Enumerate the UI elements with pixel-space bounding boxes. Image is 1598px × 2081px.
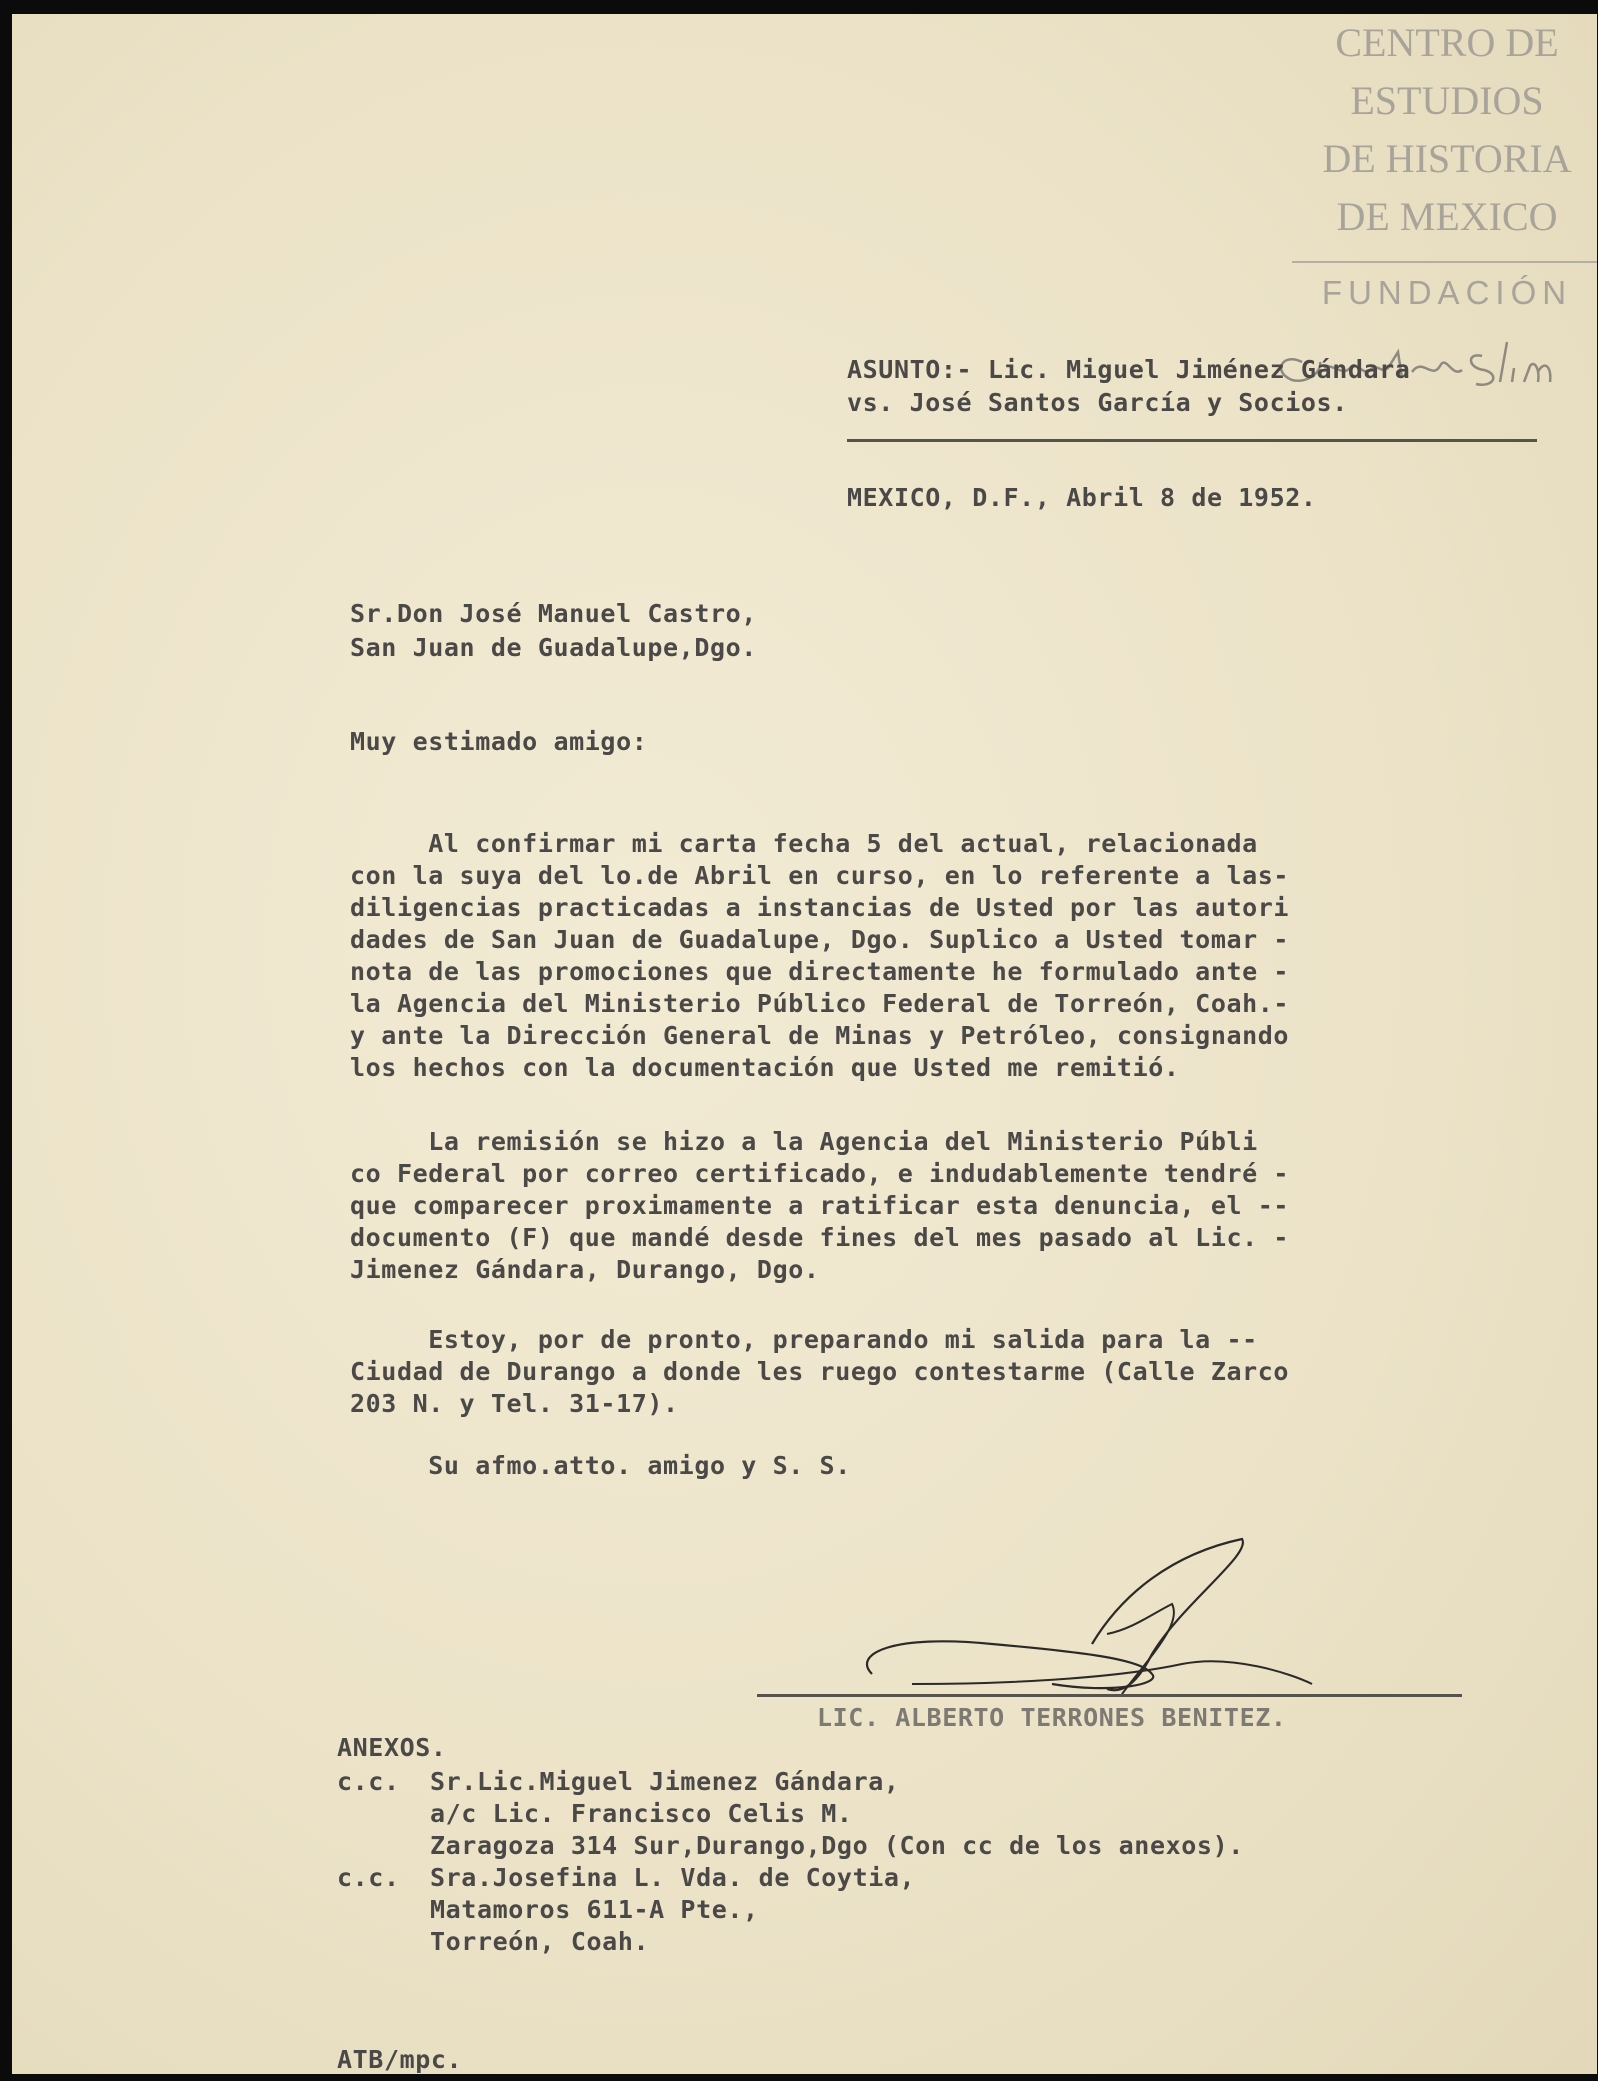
signature-line bbox=[757, 1694, 1462, 1697]
body-line: nota de las promociones que directamente he formulado ante - bbox=[350, 957, 1290, 986]
stamp-line-4: DE MEXICO bbox=[1336, 194, 1558, 239]
stamp-divider bbox=[1292, 261, 1597, 263]
stamp-foundation: FUNDACIÓN bbox=[1321, 274, 1573, 311]
annexes-heading: ANEXOS. bbox=[337, 1733, 447, 1762]
archive-stamp bbox=[1282, 14, 1597, 314]
body-line: con la suya del lo.de Abril en curso, en lo referente a las- bbox=[350, 861, 1290, 890]
salutation: Muy estimado amigo: bbox=[350, 727, 648, 756]
body-line: y ante la Dirección General de Minas y Petróleo, consignando bbox=[350, 1021, 1290, 1050]
dateline: MEXICO, D.F., Abril 8 de 1952. bbox=[847, 483, 1317, 512]
subject-line-1: ASUNTO:- Lic. Miguel Jiménez Gándara bbox=[847, 355, 1411, 384]
cc2-line: Sra.Josefina L. Vda. de Coytia, bbox=[430, 1863, 916, 1892]
addressee-line-2: San Juan de Guadalupe,Dgo. bbox=[350, 633, 757, 662]
signatory-name: LIC. ALBERTO TERRONES BENITEZ. bbox=[817, 1703, 1287, 1732]
signature-graphic bbox=[852, 1534, 1352, 1714]
body-line: dades de San Juan de Guadalupe, Dgo. Suplico a Usted tomar - bbox=[350, 925, 1290, 954]
addressee-line-1: Sr.Don José Manuel Castro, bbox=[350, 599, 757, 628]
body-line: Ciudad de Durango a donde les ruego contestarme (Calle Zarco bbox=[350, 1357, 1290, 1386]
body-line: diligencias practicadas a instancias de Usted por las autori bbox=[350, 893, 1290, 922]
cc1-line: a/c Lic. Francisco Celis M. bbox=[430, 1799, 853, 1828]
letter-page bbox=[12, 14, 1597, 2074]
cc1-line: Zaragoza 314 Sur,Durango,Dgo (Con cc de los anexos). bbox=[430, 1831, 1244, 1860]
body-line: que comparecer proximamente a ratificar esta denuncia, el -- bbox=[350, 1191, 1290, 1220]
cc-label-1: c.c. bbox=[337, 1767, 400, 1796]
cc-label-2: c.c. bbox=[337, 1863, 400, 1892]
body-line: los hechos con la documentación que Usted me remitió. bbox=[350, 1053, 1180, 1082]
stamp-line-2: ESTUDIOS bbox=[1350, 78, 1544, 123]
body-line: la Agencia del Ministerio Público Federal de Torreón, Coah.- bbox=[350, 989, 1290, 1018]
reference-initials: ATB/mpc. bbox=[337, 2045, 463, 2074]
body-line: La remisión se hizo a la Agencia del Ministerio Públi bbox=[350, 1127, 1258, 1156]
cc2-line: Torreón, Coah. bbox=[430, 1927, 650, 1956]
body-line: Jimenez Gándara, Durango, Dgo. bbox=[350, 1255, 820, 1284]
stamp-line-1: CENTRO DE bbox=[1335, 20, 1559, 65]
cc2-line: Matamoros 611-A Pte., bbox=[430, 1895, 759, 1924]
body-line: 203 N. y Tel. 31-17). bbox=[350, 1389, 679, 1418]
subject-underline bbox=[847, 439, 1537, 442]
closing: Su afmo.atto. amigo y S. S. bbox=[350, 1451, 851, 1480]
body-line: Estoy, por de pronto, preparando mi salida para la -- bbox=[350, 1325, 1258, 1354]
body-line: Al confirmar mi carta fecha 5 del actual, relacionada bbox=[350, 829, 1258, 858]
body-line: documento (F) que mandé desde fines del mes pasado al Lic. - bbox=[350, 1223, 1290, 1252]
subject-line-2: vs. José Santos García y Socios. bbox=[847, 388, 1348, 417]
cc1-line: Sr.Lic.Miguel Jimenez Gándara, bbox=[430, 1767, 900, 1796]
body-line: co Federal por correo certificado, e indudablemente tendré - bbox=[350, 1159, 1290, 1188]
stamp-line-3: DE HISTORIA bbox=[1322, 136, 1572, 181]
